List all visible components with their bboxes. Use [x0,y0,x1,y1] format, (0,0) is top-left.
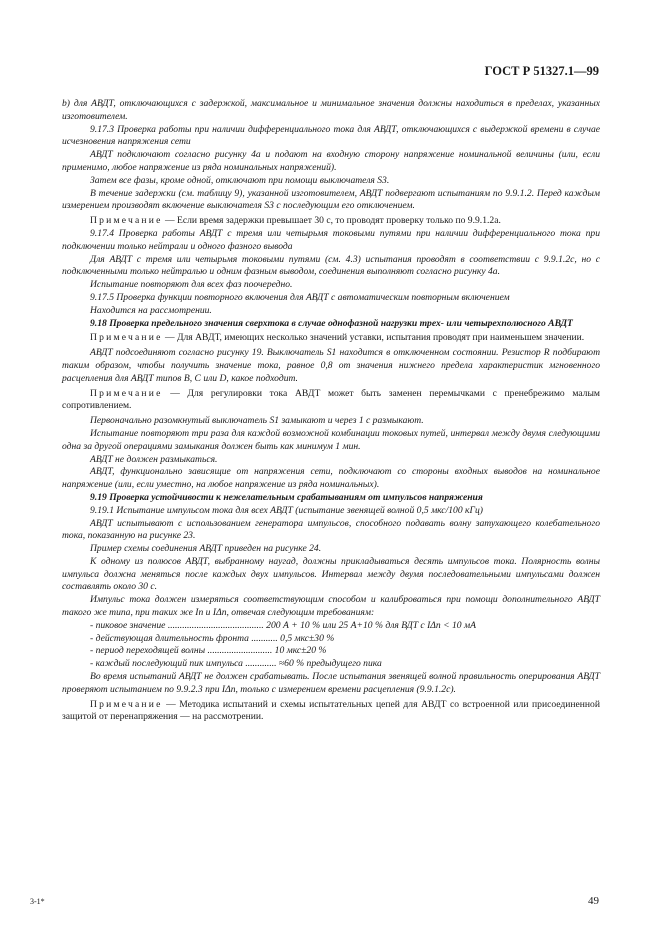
document-code: ГОСТ Р 51327.1—99 [484,64,599,78]
note-label: Примечание [90,215,163,227]
body-paragraph [62,98,600,124]
paragraph-text: Затем все фазы, кроме одной, отключают при помощи выключателя S3. [90,174,390,186]
body-paragraph [62,594,600,620]
document-body [62,98,600,724]
paragraph-text: АВДТ подключают согласно рисунку 4а и подают на входную сторону напряжение номинальной величины (или, если применимо, любое напряжение из ряда номинальных напряжений). [62,149,600,173]
paragraph-text: Испытание повторяют для всех фаз поочередно. [90,279,293,291]
body-paragraph [62,633,600,646]
body-paragraph [62,658,600,671]
paragraph-text: Первоначально разомкнутый выключатель S1 замыкают и через 1 с размыкают. [90,415,424,427]
body-paragraph [62,454,600,467]
body-paragraph [62,124,600,150]
body-paragraph [62,505,600,518]
paragraph-text: К одному из полюсов АВДТ, выбранному наугад, должны прикладываться десять импульсов тока. Полярность волны импульса должна меняться после каждых двух импульсов. Интервал между двумя последовательными импульсами должен составлять около 30 с. [62,555,600,593]
body-paragraph [62,620,600,633]
paragraph-text: 9.17.4 Проверка работы АВДТ с тремя или четырьмя токовыми путями при наличии дифференциального тока при подключении только нейтрали и одного фазного вывода [62,227,600,252]
paragraph-text: — Для АВДТ, имеющих несколько значений уставки, испытания проводят при наименьшем значении. [162,332,585,344]
paragraph-text: АВДТ испытывают с использованием генератора импульсов, способного подавать волну затухающего колебательного тока, показанную на рисунке 23. [62,517,600,542]
paragraph-text: Для АВДТ с тремя или четырьмя токовыми путями (см. 4.3) испытания проводят в соответствии с 9.9.1.2с, но с подключенными только нейтралью и одним фазным выводом, соединения выполняют согласно рисунку 4а. [62,253,600,278]
paragraph-text: АВДТ подсоединяют согласно рисунку 19. Выключатель S1 находится в отключенном состоянии. Резистор R подбирают таким образом, чтобы получить значение тока, равное 0,8 от значения нижнего предела характеристик мгновенного расцепления для АВДТ типов В, С или D, какое подходит. [62,347,600,384]
body-paragraph [62,347,600,385]
body-paragraph [62,292,600,305]
paragraph-text: Испытание повторяют три раза для каждой возможной комбинации токовых путей, интервал между двумя следующими одна за другой операциями замыкания должен быть как минимум 1 мин. [62,427,600,452]
body-paragraph [62,428,600,454]
body-paragraph [62,188,600,214]
note-paragraph [62,388,600,414]
paragraph-text: - каждый последующий пик импульса ............. ≈60 % предыдущего пика [90,658,382,670]
paragraph-text: - пиковое значение ........................................ 200 А + 10 % или 25 А+10 % для ВДТ с IΔn < 10 мА [90,619,476,631]
paragraph-text: Пример схемы соединения АВДТ приведен на рисунке 24. [90,543,322,555]
paragraph-text: 9.18 Проверка предельного значения сверхтока в случае однофазной нагрузки трех- или четырехполюсного АВДТ [90,317,573,329]
paragraph-text: - период переходящей волны ........................... 10 мкс±20 % [90,645,327,657]
paragraph-text: 9.19 Проверка устойчивости к нежелательным срабатываниям от импульсов напряжения [90,491,483,503]
paragraph-text: АВДТ, функционально зависящие от напряжения сети, подключают со стороны входных выводов на номинальное напряжение (или, если уместно, на любое напряжение из ряда номинальных). [62,466,600,491]
body-paragraph [62,645,600,658]
paragraph-text: — Методика испытаний и схемы испытательных цепей для АВДТ со встроенной или присоединенной защитой от перенапряжения — на рассмотрении. [62,698,600,723]
sheet-mark: 3-1* [30,897,45,906]
body-paragraph [62,149,600,175]
paragraph-text: АВДТ не должен размыкаться. [90,453,218,465]
paragraph-text: — Если время задержки превышает 30 с, то проводят проверку только по 9.9.1.2а. [162,215,501,227]
note-label: Примечание [90,698,163,710]
paragraph-text: b) для АВДТ, отключающихся с задержкой, максимальное и минимальное значения должны находиться в пределах, указанных изготовителем. [62,98,600,122]
body-paragraph [62,556,600,594]
body-paragraph [62,228,600,254]
note-paragraph [62,332,600,345]
paragraph-text: — Для регулировки тока АВДТ может быть заменен перемычками с пренебрежимо малым сопротивлением. [62,387,600,412]
paragraph-text: 9.17.3 Проверка работы при наличии дифференциального тока для АВДТ, отключающихся с выдержкой времени в случае исчезновения напряжения сети [62,123,600,148]
paragraph-text: Импульс тока должен измеряться соответствующим способом и калиброваться при помощи дополнительного АВДТ такого же типа, при таких же Iп и IΔn, отвечая следующим требованиям: [62,594,600,619]
body-paragraph [62,466,600,492]
body-paragraph [62,279,600,292]
body-paragraph [62,254,600,280]
body-paragraph [62,518,600,544]
paragraph-text: 9.17.5 Проверка функции повторного включения для АВДТ с автоматическим повторным включением [90,291,510,303]
body-paragraph [62,671,600,697]
body-paragraph [62,318,600,331]
paragraph-text: Во время испытаний АВДТ не должен срабатывать. После испытания звенящей волной правильность оперирования АВДТ проверяют испытанием по 9.9.2.3 при IΔn, только с измерением времени расцепления (9.9.1.2с). [62,671,600,695]
note-label: Примечание [90,387,163,399]
paragraph-text: - действующая длительность фронта ........... 0,5 мкс±30 % [90,632,335,644]
note-label: Примечание [90,332,163,344]
paragraph-text: 9.19.1 Испытание импульсом тока для всех АВДТ (испытание звенящей волной 0,5 мкс/100 кГц) [90,504,483,516]
paragraph-text: В течение задержки (см. таблицу 9), указанной изготовителем, АВДТ подвергают испытаниям по 9.9.1.2. Перед каждым измерением производят включение выключателя S3 с последующим его отключением. [62,187,600,212]
body-paragraph [62,305,600,318]
body-paragraph [62,492,600,505]
body-paragraph [62,175,600,188]
paragraph-text: Находится на рассмотрении. [90,304,212,316]
page-number: 49 [588,895,599,907]
body-paragraph [62,415,600,428]
note-paragraph [62,215,600,228]
note-paragraph [62,699,600,725]
body-paragraph [62,543,600,556]
